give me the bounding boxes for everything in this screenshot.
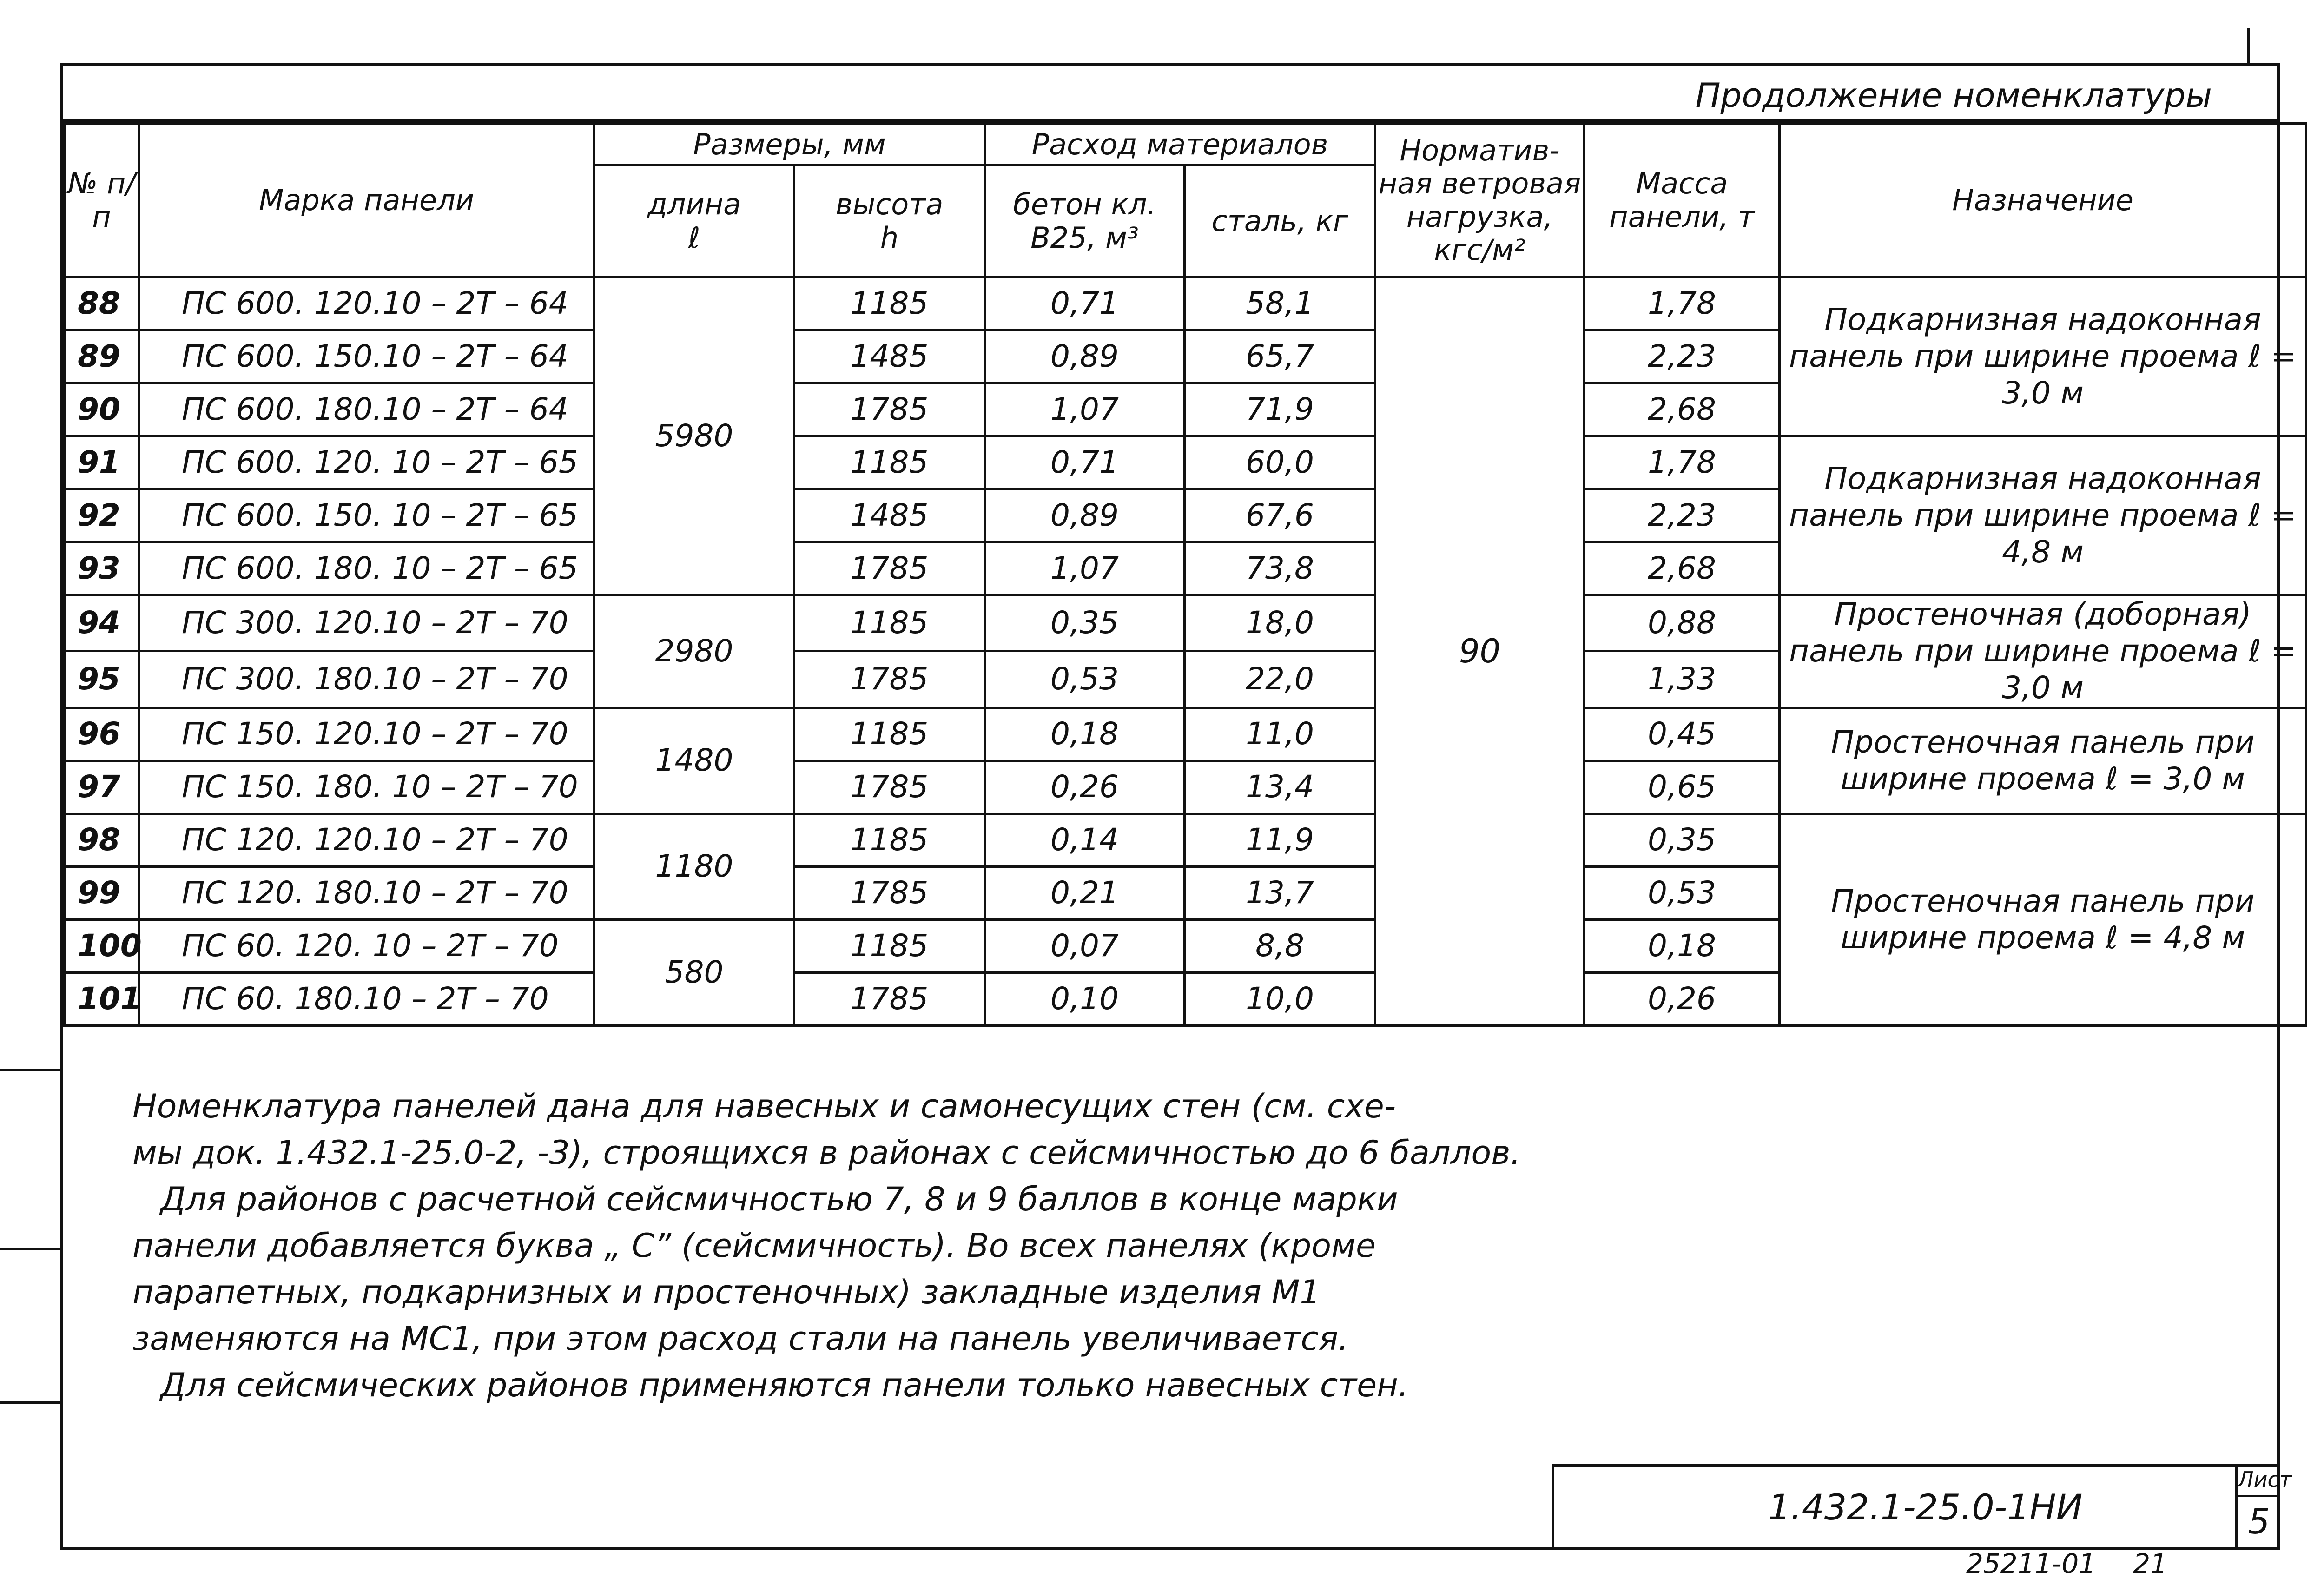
header-wind: Норматив- ная ветровая нагрузка, кгс/м² xyxy=(1375,124,1585,277)
doc-code-cell xyxy=(1552,1464,2235,1550)
header-length: длина ℓ xyxy=(594,165,794,277)
row-height: 1785 xyxy=(794,542,985,595)
header-height: высота h xyxy=(794,165,985,277)
row-mass: 0,65 xyxy=(1585,760,1780,813)
row-concrete: 0,07 xyxy=(985,919,1185,972)
row-num: 90 xyxy=(65,383,139,436)
row-steel: 22,0 xyxy=(1185,651,1375,707)
header-materials: Расход материалов xyxy=(985,124,1375,165)
length-cell: 1480 xyxy=(594,707,794,813)
row-num: 100 xyxy=(65,919,139,972)
row-mass: 2,23 xyxy=(1585,489,1780,542)
row-height: 1185 xyxy=(794,277,985,330)
continuation-title: Продолжение номенклатуры xyxy=(1695,76,2212,115)
row-height: 1785 xyxy=(794,651,985,707)
note-line: Для сейсмических районов применяются панели только навесных стен. xyxy=(160,1366,1409,1404)
note-line: Для районов с расчетной сейсмичностью 7, 8 и 9 баллов в конце марки xyxy=(160,1180,1398,1218)
row-mark: ПС 300. 180.10 – 2Т – 70 xyxy=(139,651,594,707)
nomenclature-table xyxy=(63,122,2307,1027)
header-sizes: Размеры, мм xyxy=(594,124,985,165)
table-row xyxy=(65,436,2306,489)
row-height: 1785 xyxy=(794,383,985,436)
table-row xyxy=(65,277,2306,330)
notes-block xyxy=(132,1087,1643,1415)
row-mark: ПС 600. 120.10 – 2Т – 64 xyxy=(139,277,594,330)
table-row xyxy=(65,707,2306,760)
row-mark: ПС 150. 180. 10 – 2Т – 70 xyxy=(139,760,594,813)
row-steel: 71,9 xyxy=(1185,383,1375,436)
row-concrete: 0,35 xyxy=(985,595,1185,651)
row-steel: 8,8 xyxy=(1185,919,1375,972)
sheet-cell xyxy=(2235,1464,2292,1550)
row-mass: 0,18 xyxy=(1585,919,1780,972)
row-mass: 0,26 xyxy=(1585,972,1780,1025)
header-mass: Масса панели, т xyxy=(1585,124,1780,277)
corner-mark xyxy=(2247,28,2250,63)
wind-load-cell: 90 xyxy=(1375,277,1585,1026)
row-num: 89 xyxy=(65,330,139,383)
header-steel: сталь, кг xyxy=(1185,165,1375,277)
header-concrete: бетон кл. В25, м³ xyxy=(985,165,1185,277)
row-concrete: 0,71 xyxy=(985,436,1185,489)
row-steel: 60,0 xyxy=(1185,436,1375,489)
header-mark: Марка панели xyxy=(139,124,594,277)
row-height: 1785 xyxy=(794,760,985,813)
purpose-cell: Простеночная (доборная) панель при ширине проема ℓ = 3,0 м xyxy=(1780,595,2306,708)
row-mark: ПС 120. 120.10 – 2Т – 70 xyxy=(139,813,594,866)
header-row xyxy=(65,124,2306,165)
purpose-cell: Простеночная панель при ширине проема ℓ = 3,0 м xyxy=(1780,707,2306,813)
row-mass: 2,68 xyxy=(1585,383,1780,436)
row-num: 92 xyxy=(65,489,139,542)
row-mark: ПС 60. 120. 10 – 2Т – 70 xyxy=(139,919,594,972)
table-row xyxy=(65,595,2306,651)
row-mark: ПС 600. 180.10 – 2Т – 64 xyxy=(139,383,594,436)
length-cell: 2980 xyxy=(594,595,794,708)
note-line: Номенклатура панелей дана для навесных и самонесущих стен (см. схе- xyxy=(132,1087,1396,1125)
margin-tick xyxy=(0,1248,60,1250)
row-height: 1185 xyxy=(794,813,985,866)
row-steel: 10,0 xyxy=(1185,972,1375,1025)
title-stamp xyxy=(1552,1464,2292,1550)
row-mark: ПС 600. 180. 10 – 2Т – 65 xyxy=(139,542,594,595)
note-line: мы док. 1.432.1-25.0-2, -3), строящихся в районах с сейсмичностью до 6 баллов. xyxy=(132,1134,1521,1172)
row-mark: ПС 600. 150. 10 – 2Т – 65 xyxy=(139,489,594,542)
doc-code: 1.432.1-25.0-1НИ xyxy=(1768,1486,2083,1528)
row-mass: 0,35 xyxy=(1585,813,1780,866)
row-num: 101 xyxy=(65,972,139,1025)
row-height: 1185 xyxy=(794,919,985,972)
row-concrete: 1,07 xyxy=(985,542,1185,595)
row-mark: ПС 150. 120.10 – 2Т – 70 xyxy=(139,707,594,760)
purpose-cell: Простеночная панель при ширине проема ℓ = 4,8 м xyxy=(1780,813,2306,1025)
continuation-title-row xyxy=(63,66,2277,122)
archive-number xyxy=(1966,1548,2167,1579)
row-steel: 67,6 xyxy=(1185,489,1375,542)
row-num: 93 xyxy=(65,542,139,595)
row-mark: ПС 600. 120. 10 – 2Т – 65 xyxy=(139,436,594,489)
row-steel: 65,7 xyxy=(1185,330,1375,383)
header-purpose: Назначение xyxy=(1780,124,2306,277)
row-steel: 11,9 xyxy=(1185,813,1375,866)
row-concrete: 0,53 xyxy=(985,651,1185,707)
row-height: 1785 xyxy=(794,972,985,1025)
row-steel: 13,7 xyxy=(1185,866,1375,919)
length-cell: 5980 xyxy=(594,277,794,595)
length-cell: 580 xyxy=(594,919,794,1025)
purpose-cell: Подкарнизная надоконная панель при ширине проема ℓ = 3,0 м xyxy=(1780,277,2306,436)
row-mark: ПС 120. 180.10 – 2Т – 70 xyxy=(139,866,594,919)
row-concrete: 0,18 xyxy=(985,707,1185,760)
row-mass: 2,23 xyxy=(1585,330,1780,383)
row-num: 94 xyxy=(65,595,139,651)
row-concrete: 0,71 xyxy=(985,277,1185,330)
row-steel: 58,1 xyxy=(1185,277,1375,330)
row-concrete: 1,07 xyxy=(985,383,1185,436)
row-steel: 13,4 xyxy=(1185,760,1375,813)
table-row xyxy=(65,813,2306,866)
row-steel: 18,0 xyxy=(1185,595,1375,651)
row-mass: 1,78 xyxy=(1585,277,1780,330)
row-height: 1185 xyxy=(794,707,985,760)
row-num: 88 xyxy=(65,277,139,330)
header-num: № п/п xyxy=(65,124,139,277)
row-height: 1485 xyxy=(794,489,985,542)
row-mark: ПС 600. 150.10 – 2Т – 64 xyxy=(139,330,594,383)
row-steel: 73,8 xyxy=(1185,542,1375,595)
row-steel: 11,0 xyxy=(1185,707,1375,760)
length-cell: 1180 xyxy=(594,813,794,919)
row-height: 1785 xyxy=(794,866,985,919)
row-mark: ПС 60. 180.10 – 2Т – 70 xyxy=(139,972,594,1025)
row-concrete: 0,10 xyxy=(985,972,1185,1025)
row-mass: 2,68 xyxy=(1585,542,1780,595)
row-concrete: 0,14 xyxy=(985,813,1185,866)
margin-tick xyxy=(0,1069,60,1071)
row-mass: 1,33 xyxy=(1585,651,1780,707)
margin-tick xyxy=(0,1401,60,1404)
row-num: 99 xyxy=(65,866,139,919)
sheet-label: Лист xyxy=(2238,1467,2280,1497)
row-mass: 1,78 xyxy=(1585,436,1780,489)
row-num: 91 xyxy=(65,436,139,489)
row-concrete: 0,89 xyxy=(985,489,1185,542)
archive-page: 21 xyxy=(2133,1548,2168,1579)
sheet-number: 5 xyxy=(2248,1502,2270,1542)
note-line: панели добавляется буква „ С” (сейсмичность). Во всех панелях (кроме xyxy=(132,1227,1376,1265)
row-num: 96 xyxy=(65,707,139,760)
row-height: 1185 xyxy=(794,595,985,651)
row-num: 95 xyxy=(65,651,139,707)
row-num: 97 xyxy=(65,760,139,813)
archive-code: 25211-01 xyxy=(1966,1548,2096,1579)
row-concrete: 0,21 xyxy=(985,866,1185,919)
note-line: заменяются на МС1, при этом расход стали на панель увеличивается. xyxy=(132,1320,1349,1358)
note-line: парапетных, подкарнизных и простеночных) закладные изделия М1 xyxy=(132,1273,1320,1311)
row-num: 98 xyxy=(65,813,139,866)
row-mass: 0,88 xyxy=(1585,595,1780,651)
row-mass: 0,45 xyxy=(1585,707,1780,760)
row-concrete: 0,89 xyxy=(985,330,1185,383)
row-height: 1485 xyxy=(794,330,985,383)
row-concrete: 0,26 xyxy=(985,760,1185,813)
row-mark: ПС 300. 120.10 – 2Т – 70 xyxy=(139,595,594,651)
row-mass: 0,53 xyxy=(1585,866,1780,919)
purpose-cell: Подкарнизная надоконная панель при ширине проема ℓ = 4,8 м xyxy=(1780,436,2306,595)
row-height: 1185 xyxy=(794,436,985,489)
